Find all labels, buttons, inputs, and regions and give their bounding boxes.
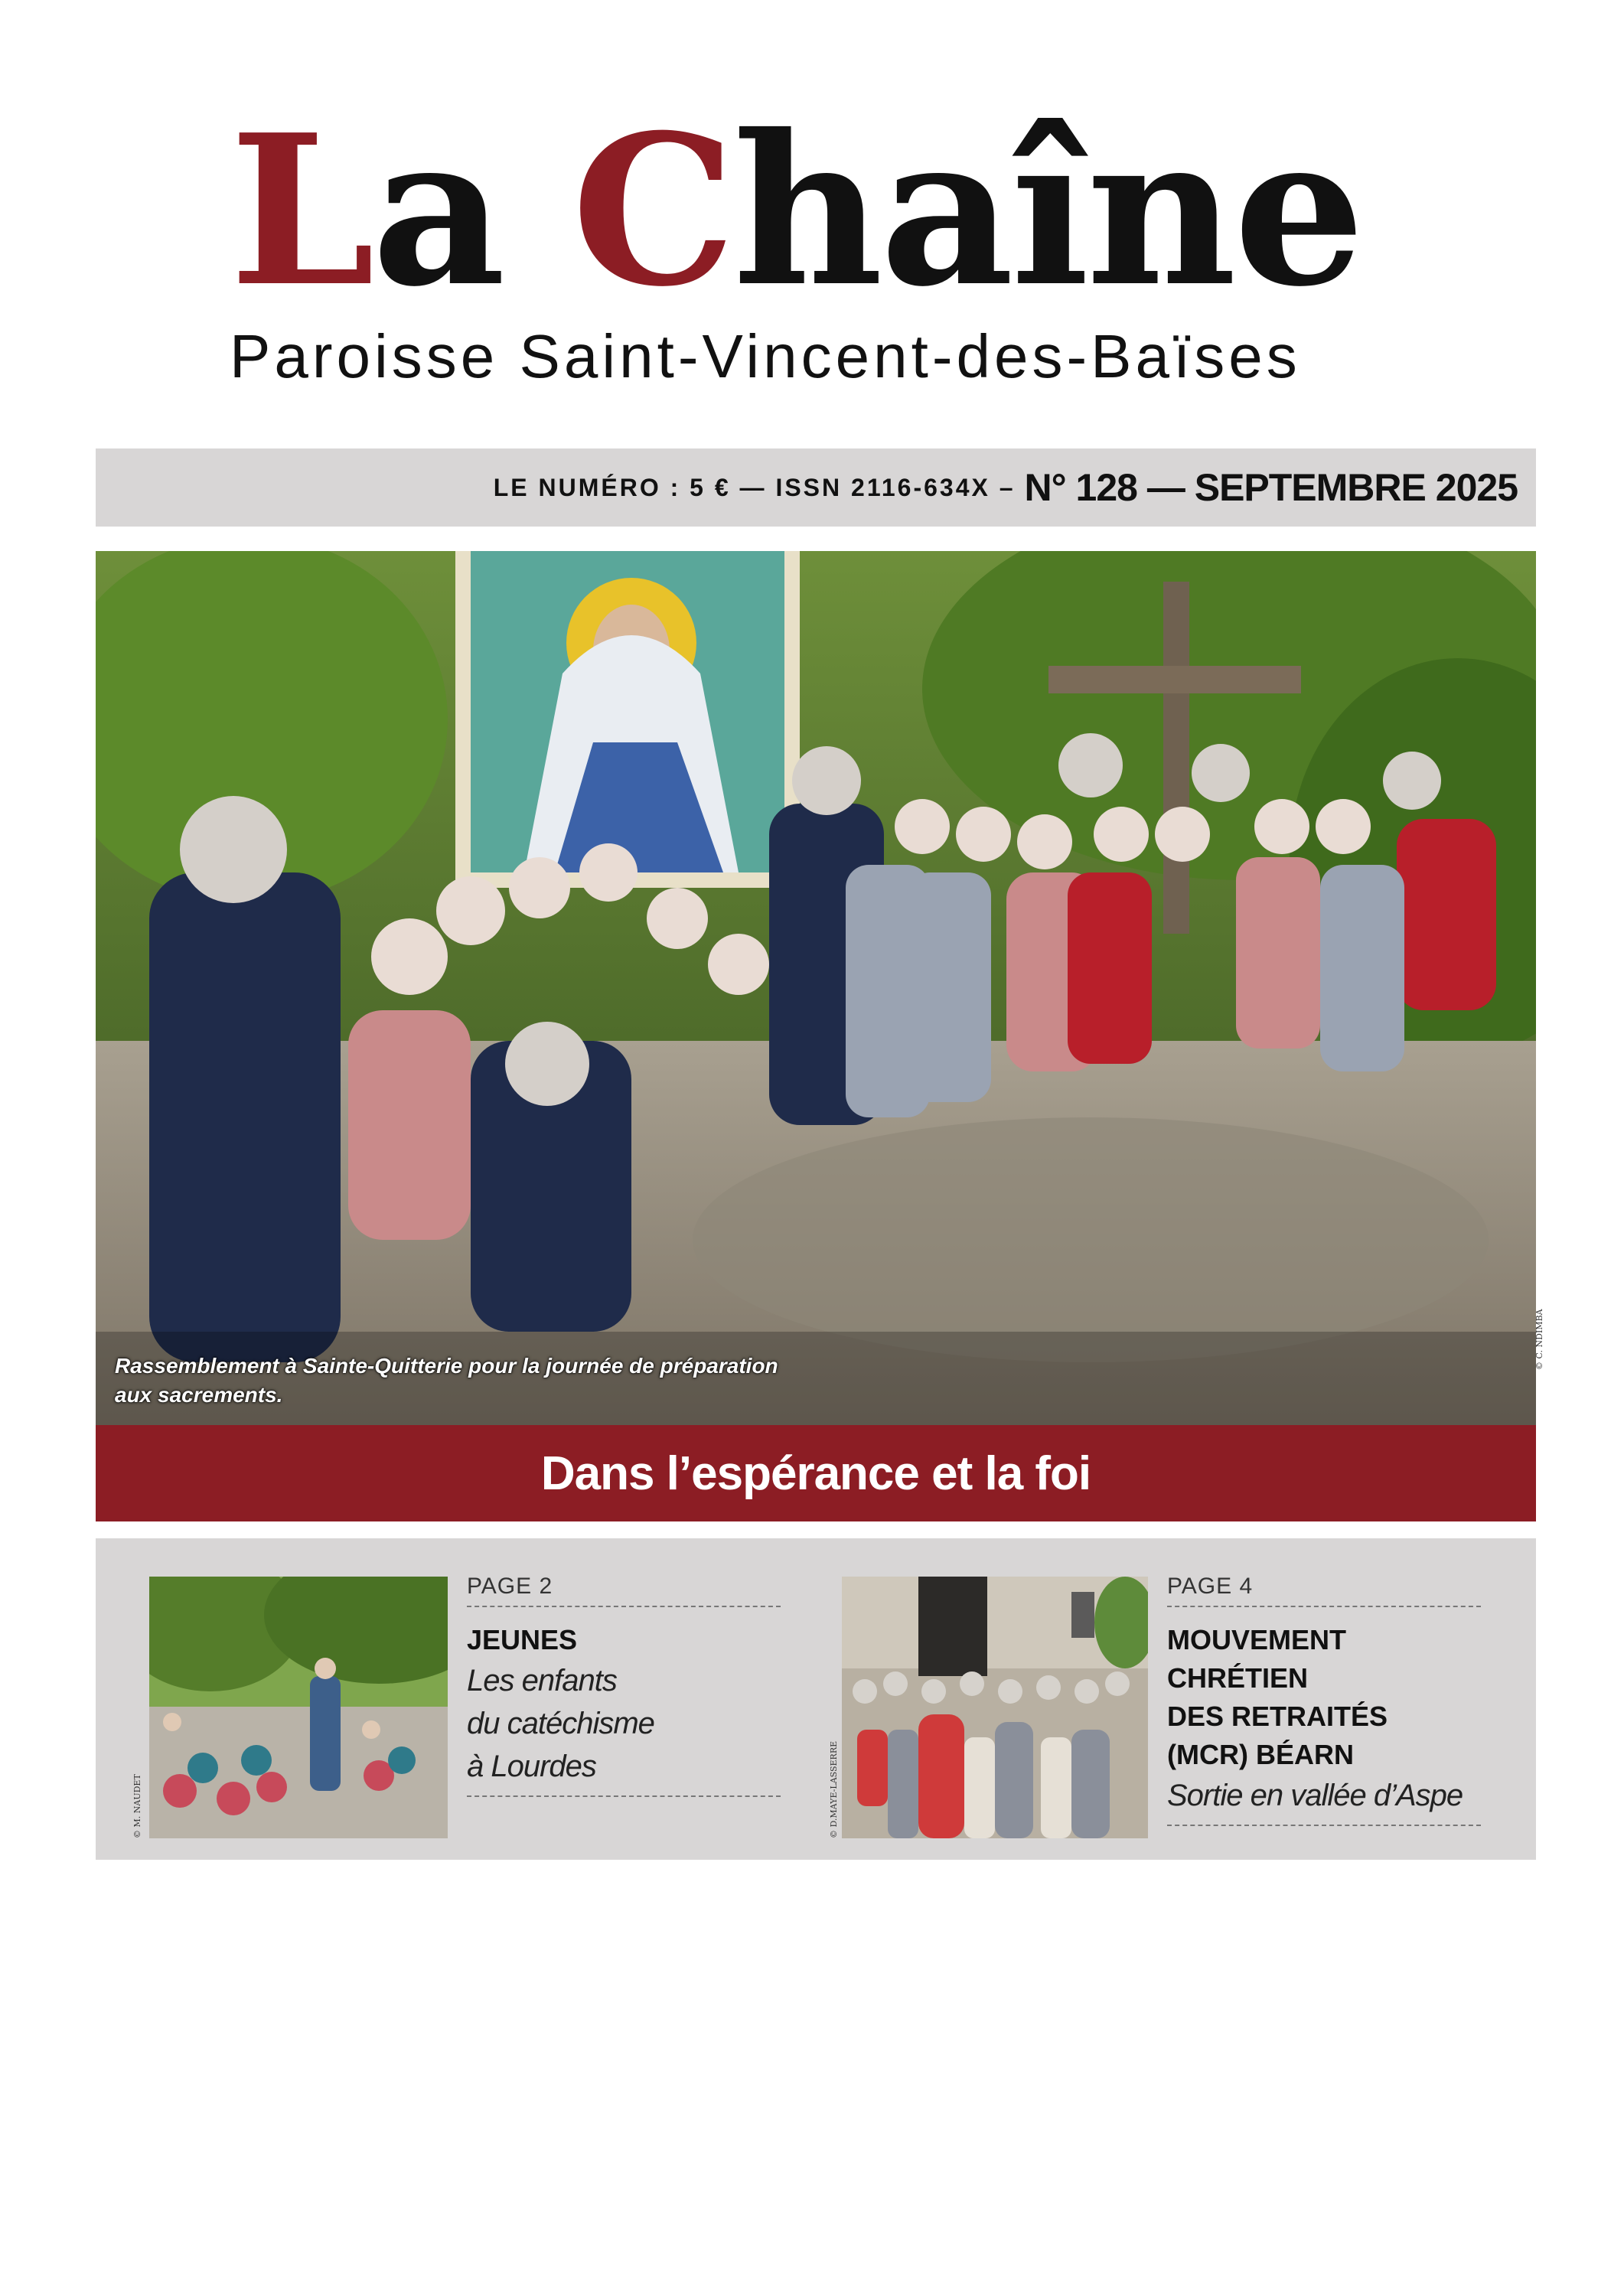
teaser-image-lourdes-illustration xyxy=(149,1577,448,1838)
teaser-divider xyxy=(467,1795,781,1797)
newspaper-title: La Chaîne xyxy=(230,89,1362,332)
teaser-image-mcr-illustration xyxy=(842,1577,1148,1838)
teaser-image-lourdes[interactable] xyxy=(149,1577,448,1838)
teaser-divider xyxy=(1167,1825,1481,1826)
teaser-mcr[interactable] xyxy=(1167,1574,1481,1826)
teaser-kicker-line: MOUVEMENT xyxy=(1167,1624,1346,1655)
teaser-kicker: JEUNES xyxy=(467,1624,578,1655)
teaser-credit-2: © D.MAYE-LASSERRE xyxy=(829,1740,839,1838)
teaser-kicker-line: (MCR) BÉARN xyxy=(1167,1739,1354,1770)
teaser-description: Sortie en vallée d’Aspe xyxy=(1167,1779,1463,1812)
teaser-kicker xyxy=(1167,1621,1481,1774)
teaser-page-ref: PAGE 2 xyxy=(467,1574,781,1607)
masthead xyxy=(230,89,1408,392)
teaser-description-line: du catéchisme xyxy=(467,1707,654,1740)
photo-caption: Rassemblement à Sainte-Quitterie pour la journée de préparation aux sacrements. xyxy=(115,1354,778,1407)
cover-headline: Dans l’espérance et la foi xyxy=(540,1446,1091,1500)
teaser-description-line: à Lourdes xyxy=(467,1750,596,1783)
photo-credit: © C. NDIMBA xyxy=(1534,1309,1544,1370)
teaser-kicker-line: DES RETRAITÉS xyxy=(1167,1701,1388,1732)
issue-price-issn: LE NUMÉRO : 5 € — ISSN 2116-634X – xyxy=(493,473,1016,501)
teaser-credit-1: © M. NAUDET xyxy=(132,1774,142,1838)
teaser-page-ref: PAGE 4 xyxy=(1167,1574,1481,1607)
cover-photo-illustration xyxy=(96,551,1536,1425)
issue-number-date: N° 128 — SEPTEMBRE 2025 xyxy=(1024,466,1518,509)
parish-subtitle: Paroisse Saint-Vincent-des-Baïses xyxy=(230,322,1301,390)
teaser-jeunes[interactable] xyxy=(467,1574,781,1797)
teasers-panel xyxy=(96,1538,1536,1860)
teaser-description-line: Les enfants xyxy=(467,1664,617,1698)
cover-photo xyxy=(96,551,1536,1425)
issue-bar xyxy=(96,448,1536,527)
teaser-image-mcr[interactable] xyxy=(842,1577,1148,1838)
teaser-kicker-line: CHRÉTIEN xyxy=(1167,1662,1309,1694)
headline-bar xyxy=(96,1425,1536,1521)
